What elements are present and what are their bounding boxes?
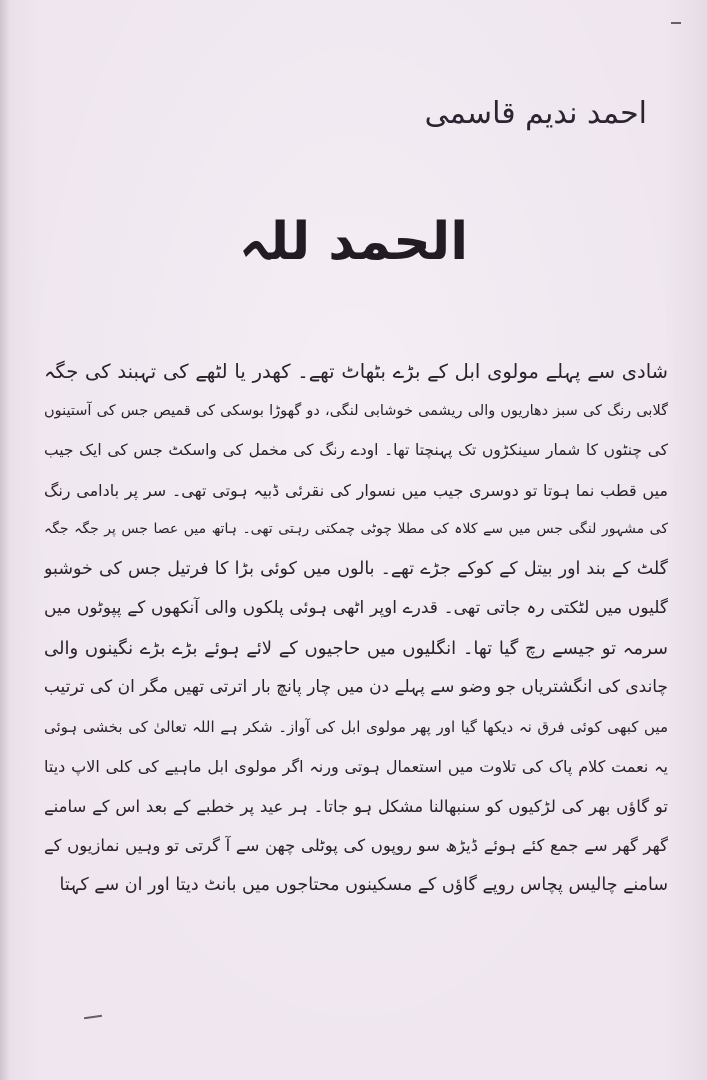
story-body xyxy=(44,352,668,905)
page-edge-shadow xyxy=(0,0,10,1080)
body-line: میں کبھی کوئی فرق نہ دیکھا گیا اور پھر مولوی ابل کی آواز۔ شکر ہے اللہ تعالیٰ کی بخشی ہوئی xyxy=(44,717,668,736)
body-line: گلابی رنگ کی سبز دھاریوں والی ریشمی خوشابی لنگی، دو گھوڑا بوسکی کی قمیص جس کی آستینوں xyxy=(44,402,668,419)
body-line: یہ نعمت کلام پاک کی تلاوت میں استعمال ہوتی ورنہ اگر مولوی ابل ماہیے کی کلی الاپ دیتا xyxy=(44,757,668,776)
body-line: گلٹ کے بند اور بیتل کے کوکے جڑے تھے۔ بالوں میں کوئی بڑا کا فرتیل جس کی خوشبو xyxy=(44,558,668,579)
page-mark-bottom xyxy=(84,1015,102,1019)
body-line: تو گاؤں بھر کی لڑکیوں کو سنبھالنا مشکل ہو جاتا۔ ہر عید پر خطبے کے بعد اس کے سامنے xyxy=(44,796,668,816)
body-line: چاندی کی انگشتریاں جو وضو سے پہلے دن میں چار پانچ بار اترتی تھیں مگر ان کی ترتیب xyxy=(44,677,668,697)
author-name: احمد ندیم قاسمی xyxy=(424,96,647,131)
body-line: گلیوں میں لٹکتی رہ جاتی تھی۔ قدرے اوپر اٹھی ہوئی پلکوں والی آنکھوں کے پپوٹوں میں xyxy=(44,598,668,618)
story-title: الحمد للہ xyxy=(238,212,469,272)
body-line: گھر گھر سے جمع کئے ہوئے ڈیڑھ سو روپوں کی پوٹلی چھن سے آ گرتی تو وہیں نمازیوں کے xyxy=(44,836,668,855)
page-mark-top xyxy=(671,22,681,24)
body-line: کی چنٹوں کا شمار سینکڑوں تک پہنچتا تھا۔ اودے رنگ کی مخمل کی واسکٹ جس کی ایک جیب xyxy=(44,441,668,459)
body-line: سامنے چالیس پچاس روپے گاؤں کے مسکینوں محتاجوں میں بانٹ دیتا اور ان سے کہتا xyxy=(59,874,668,895)
body-line: کی مشہور لنگی جس میں سے کلاہ کی مطلا چوٹی چمکتی رہتی تھی۔ ہاتھ میں عصا جس پر جگہ جگہ xyxy=(44,521,668,537)
body-line: شادی سے پہلے مولوی ابل کے بڑے بٹھاٹ تھے۔ کھدر یا لٹھے کی تہبند کی جگہ xyxy=(44,360,668,383)
body-line: سرمہ تو جیسے رچ گیا تھا۔ انگلیوں میں حاجیوں کے لائے ہوئے بڑے بڑے نگینوں والی xyxy=(44,637,668,659)
body-line: میں قطب نما ہوتا تو دوسری جیب میں نسوار کی نقرئی ڈبیہ ہوتی تھی۔ سر پر بادامی رنگ xyxy=(44,480,668,500)
